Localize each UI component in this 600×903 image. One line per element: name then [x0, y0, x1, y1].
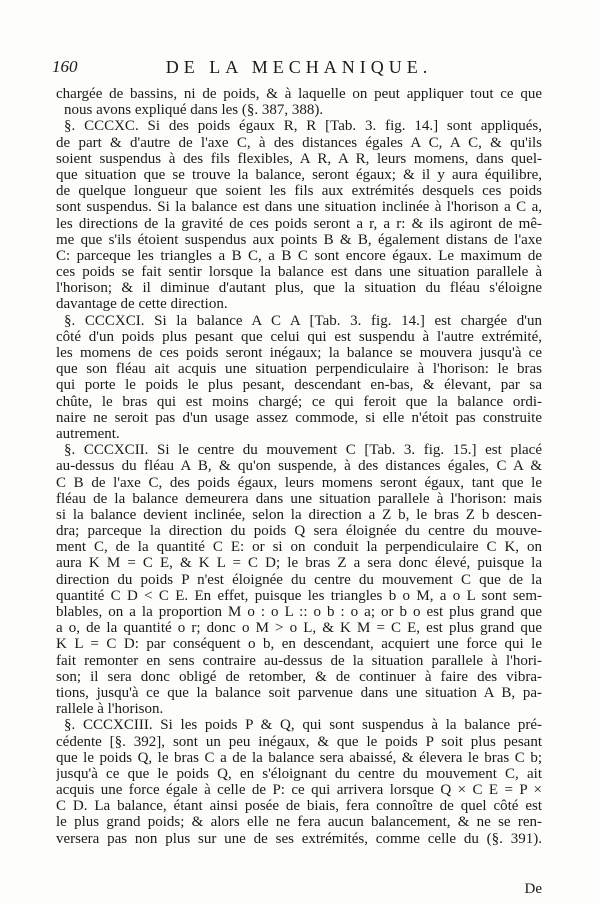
page-number: 160 — [52, 57, 78, 76]
text-line: soient suspendus à des fils flexibles, A R, A R, leurs momens, dans quel- — [56, 150, 542, 167]
text-line: que le poids Q, le bras C a de la balance sera abaissé, & élevera le bras C b; — [56, 749, 542, 766]
text-line: qui porte le poids le plus pesant, descendant en-bas, & élevant, par sa — [56, 377, 542, 394]
paragraph-start-line: §. CCCXCII. Si le centre du mouvement C [Tab. 3. fig. 15.] est placé — [64, 442, 542, 459]
text-line: nous avons expliqué dans les (§. 387, 388). — [64, 102, 324, 119]
body-text — [56, 86, 542, 863]
text-line: chûte, le bras qui est moins chargé; ce qui feroit que la balance ordi- — [56, 393, 542, 410]
text-line: C: parceque les triangles a B C, a B C sont encore égaux. Le maximum de — [56, 247, 542, 264]
text-line: de quelque longueur que soient les fils aux extrémités desquels ces poids — [56, 183, 542, 200]
text-line: rallele à l'horison. — [56, 701, 164, 718]
text-line: de part & d'autre de l'axe C, à des distances égales A C, A C, & qu'ils — [56, 134, 542, 151]
text-line: son; il sera donc obligé de retomber, & de continuer à faire des vibra- — [56, 668, 542, 685]
paragraph-start-line: §. CCCXCI. Si la balance A C A [Tab. 3. fig. 14.] est chargée d'un — [64, 312, 542, 329]
text-line: me que s'ils étoient suspendus aux points B & B, également distans de l'axe — [56, 231, 542, 248]
text-line: quantité C D < C E. En effet, puisque les triangles b o M, a o L sont sem- — [56, 587, 542, 604]
text-line: chargée de bassins, ni de poids, & à laquelle on peut appliquer tout ce que — [56, 86, 542, 102]
text-line: côté d'un poids plus pesant que celui qui est suspendu à l'autre extrémité, — [56, 328, 542, 345]
text-line: C B de l'axe C, des poids égaux, leurs momens seront égaux, tant que le — [56, 474, 542, 491]
text-line: les directions de la gravité de ces poids seront a r, a r: & ils agiront de mê- — [56, 215, 542, 232]
text-line: autrement. — [56, 425, 120, 442]
text-line: ment C, de la quantité C E: or si on conduit la perpendiculaire C K, on — [56, 539, 542, 556]
text-line: a o, de la quantité o r; donc o M > o L, & K M = C E, est plus grand que — [56, 620, 542, 637]
text-line: direction du poids P n'est éloignée du centre du mouvement C que de la — [56, 571, 542, 588]
text-line: ces poids se fait sentir lorsque la balance est dans une situation parallele à — [56, 264, 542, 281]
text-line: l'horison; & il diminue d'autant plus, que la situation du fléau s'éloigne — [56, 280, 542, 297]
page-header — [52, 57, 546, 83]
text-line: dra; parceque la direction du poids Q sera éloignée du centre du mouve- — [56, 523, 542, 540]
paragraph-start-line: §. CCCXC. Si des poids égaux R, R [Tab. 3. fig. 14.] sont appliqués, — [64, 118, 542, 135]
text-line: cédente [§. 392], sont un peu inégaux, & que le poids P soit plus pesant — [56, 733, 542, 750]
text-line: que situation que se trouve la balance, seront égaux; & il y aura équilibre, — [56, 166, 542, 183]
text-line: fait remonter en sens contraire au-dessus de la situation parallele à l'hori- — [56, 652, 542, 669]
catchword: De — [524, 881, 542, 897]
text-line — [56, 847, 542, 863]
running-title: DE LA MECHANIQUE. — [165, 57, 433, 77]
paragraph-start-line: §. CCCXCIII. Si les poids P & Q, qui sont suspendus à la balance pré- — [64, 717, 542, 734]
text-line: acquis une force égale à celle de P: ce qui arrivera lorsque Q × C E = P × — [56, 782, 542, 799]
text-line: versera pas non plus sur une de ses extrémités, comme celle du (§. 391). — [56, 830, 542, 847]
text-line: que son fléau ait acquis une situation perpendiculaire à l'horison: le bras — [56, 361, 542, 378]
text-line: si la balance devient inclinée, selon la direction a Z b, le bras Z b descen- — [56, 506, 542, 523]
text-line: au-dessus du fléau A B, & qu'on suspende, à des distances égales, C A & — [56, 458, 542, 475]
text-line: les momens de ces poids seront inégaux; la balance se mouvera jusqu'à ce — [56, 345, 542, 361]
text-line: aura K M = C E, & K L = C D; le bras Z a sera donc élevé, puisque la — [56, 555, 542, 572]
text-line: K L = C D: par conséquent o b, en descendant, acquiert une force qui le — [56, 636, 542, 653]
text-line: fléau de la balance demeurera dans une situation parallele à l'horison: mais — [56, 490, 542, 507]
text-line: le plus grand poids; & alors elle ne fera aucun balancement, & ne se ren- — [56, 814, 542, 831]
text-line: blables, on a la proportion M o : o L :: o b : o a; or b o est plus grand que — [56, 604, 542, 620]
text-line: C D. La balance, étant ainsi posée de biais, fera connoître de quel côté est — [56, 798, 542, 815]
text-line: tions, jusqu'à ce que la balance soit parvenue dans une situation A B, pa- — [56, 684, 542, 701]
text-line: naire ne seroit pas d'un usage assez commode, si elle n'étoit pas construite — [56, 409, 542, 426]
text-line: jusqu'à ce que le poids Q, en s'éloignant du centre du mouvement C, ait — [56, 765, 542, 782]
text-line: davantage de cette direction. — [56, 296, 228, 313]
text-line: sont suspendus. Si la balance est dans une situation inclinée à l'horison a C a, — [56, 199, 542, 216]
